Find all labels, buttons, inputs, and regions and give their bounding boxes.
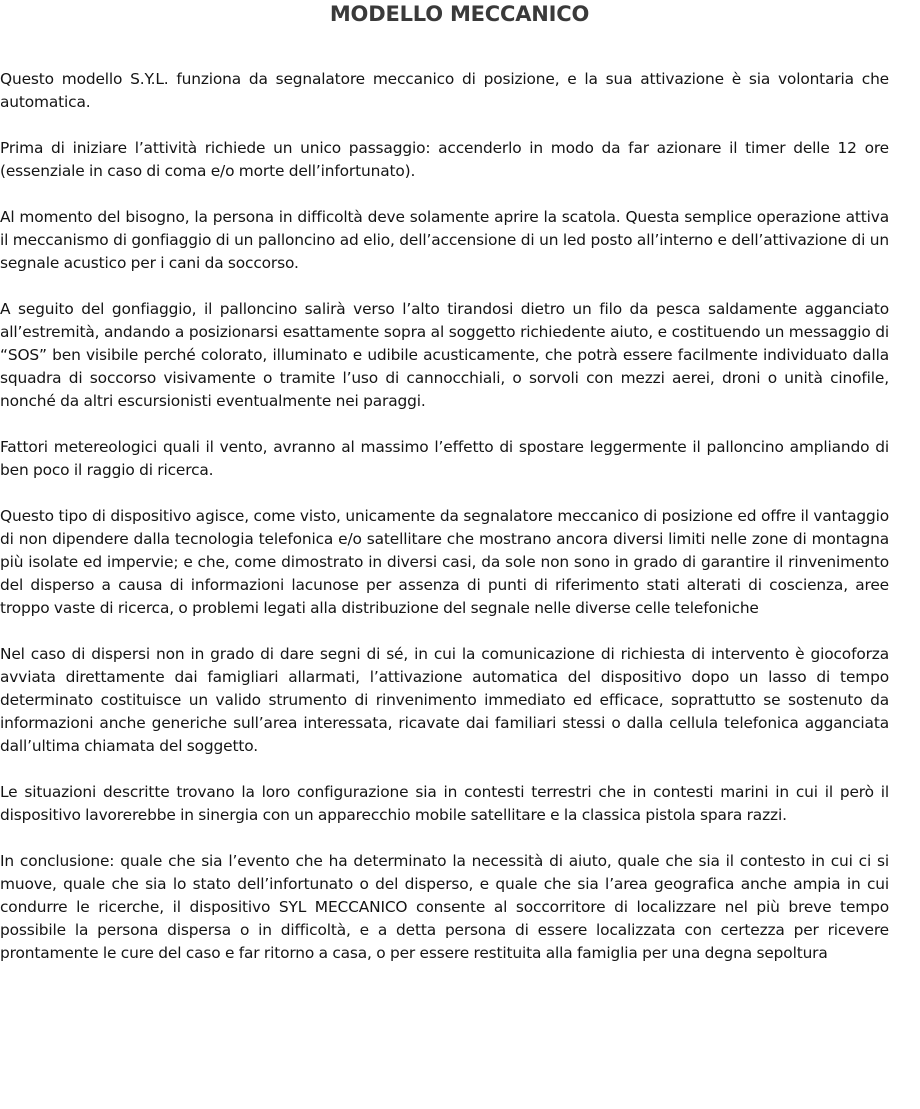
document-body — [0, 68, 889, 965]
page-title: MODELLO MECCANICO — [329, 2, 590, 26]
paragraph-3: Al momento del bisogno, la persona in difficoltà deve solamente aprire la scatola. Questa semplice operazione attiva il meccanismo di gonfiaggio di un palloncino ad elio, dell’accensione di un led posto all’interno e dell’attivazione di un segnale acustico per i cani da soccorso. — [0, 208, 889, 272]
paragraph-5: Fattori metereologici quali il vento, avranno al massimo l’effetto di spostare leggermente il palloncino ampliando di ben poco il raggio di ricerca. — [0, 438, 889, 479]
paragraph-2: Prima di iniziare l’attività richiede un unico passaggio: accenderlo in modo da far azionare il timer delle 12 ore (essenziale in caso di coma e/o morte dell’infortunato). — [0, 139, 889, 180]
paragraph-1: Questo modello S.Y.L. funziona da segnalatore meccanico di posizione, e la sua attivazione è sia volontaria che automatica. — [0, 70, 889, 111]
paragraph-7: Nel caso di dispersi non in grado di dare segni di sé, in cui la comunicazione di richiesta di intervento è giocoforza avviata direttamente dai famigliari allarmati, l’attivazione automatica del dispositivo dopo un lasso di tempo determinato costituisce un valido strumento di rinvenimento immediato ed efficace, soprattutto se sostenuto da informazioni anche generiche sull’area interessata, ricavate dai familiari stessi o dalla cellula telefonica agganciata dall’ultima chiamata del soggetto. — [0, 645, 889, 755]
paragraph-4: A seguito del gonfiaggio, il palloncino salirà verso l’alto tirandosi dietro un filo da pesca saldamente agganciato all’estremità, andando a posizionarsi esattamente sopra al soggetto richiedente aiuto, e costituendo un messaggio di “SOS” ben visibile perché colorato, illuminato e udibile acusticamente, che potrà essere facilmente individuato dalla squadra di soccorso visivamente o tramite l’uso di cannocchiali, o sorvoli con mezzi aerei, droni o unità cinofile, nonché da altri escursionisti eventualmente nei paraggi. — [0, 300, 889, 410]
paragraph-6: Questo tipo di dispositivo agisce, come visto, unicamente da segnalatore meccanico di posizione ed offre il vantaggio di non dipendere dalla tecnologia telefonica e/o satellitare che mostrano ancora diversi limiti nelle zone di montagna più isolate ed impervie; e che, come dimostrato in diversi casi, da sole non sono in grado di garantire il rinvenimento del disperso a causa di informazioni lacunose per assenza di punti di riferimento stati alterati di coscienza, aree troppo vaste di ricerca, o problemi legati alla distribuzione del segnale nelle diverse celle telefoniche — [0, 507, 889, 617]
paragraph-8: Le situazioni descritte trovano la loro configurazione sia in contesti terrestri che in contesti marini in cui il però il dispositivo lavorerebbe in sinergia con un apparecchio mobile satellitare e la classica pistola spara razzi. — [0, 783, 889, 824]
paragraph-9: In conclusione: quale che sia l’evento che ha determinato la necessità di aiuto, quale che sia il contesto in cui ci si muove, quale che sia lo stato dell’infortunato o del disperso, e quale che sia l’area geografica anche ampia in cui condurre le ricerche, il dispositivo SYL MECCANICO consente al soccorritore di localizzare nel più breve tempo possibile la persona dispersa o in difficoltà, e a detta persona di essere localizzata con certezza per ricevere prontamente le cure del caso e far ritorno a casa, o per essere restituita alla famiglia per una degna sepoltura — [0, 852, 889, 962]
